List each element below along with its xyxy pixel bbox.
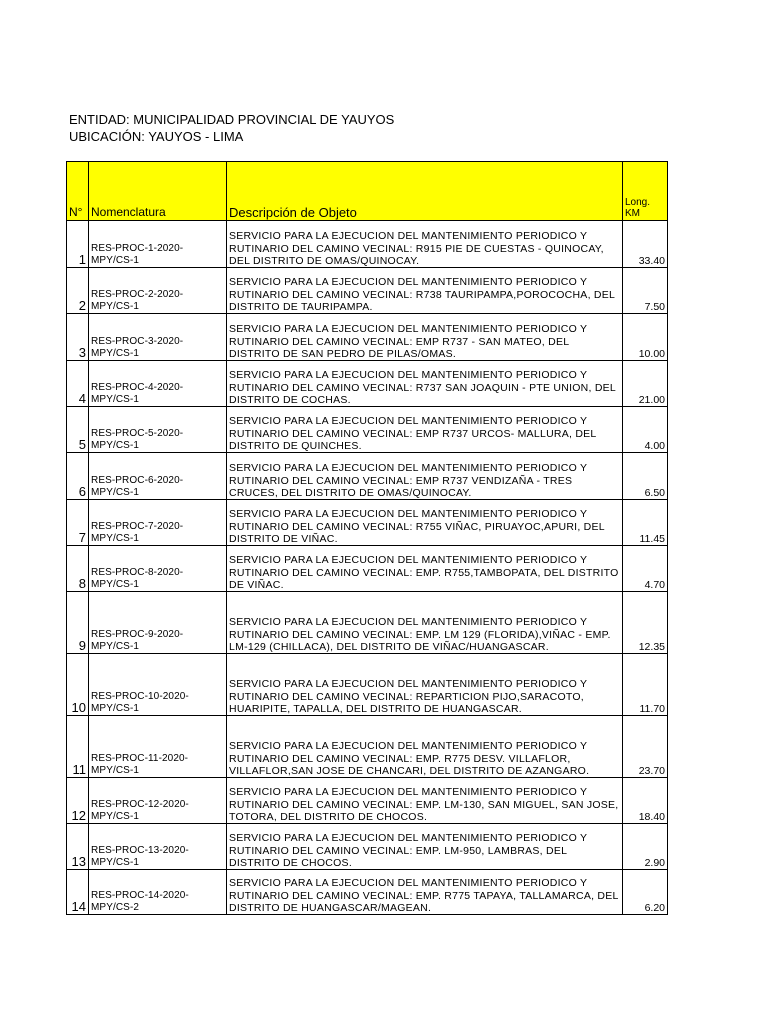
row-nomenclatura: RES-PROC-13-2020-MPY/CS-1 xyxy=(89,824,227,870)
row-nomenclatura: RES-PROC-12-2020-MPY/CS-1 xyxy=(89,778,227,824)
ubicacion-line: UBICACIÓN: YAUYOS - LIMA xyxy=(69,129,244,144)
row-longitud: 12.35 xyxy=(623,592,668,654)
row-num: 1 xyxy=(67,221,89,268)
row-longitud: 21.00 xyxy=(623,361,668,407)
row-nomenclatura: RES-PROC-7-2020-MPY/CS-1 xyxy=(89,500,227,546)
row-descripcion: SERVICIO PARA LA EJECUCION DEL MANTENIMIENTO PERIODICO Y RUTINARIO DEL CAMINO VECINAL: EMP R737 - SAN MATEO, DEL DISTRITO DE SAN PEDRO DE PILAS/OMAS. xyxy=(227,314,623,361)
row-num: 12 xyxy=(67,778,89,824)
row-num: 13 xyxy=(67,824,89,870)
header-nomenclatura: Nomenclatura xyxy=(89,162,227,221)
row-nomenclatura: RES-PROC-2-2020-MPY/CS-1 xyxy=(89,268,227,314)
header-num: N° xyxy=(67,162,89,221)
header-descripcion: Descripción de Objeto xyxy=(227,162,623,221)
row-num: 5 xyxy=(67,407,89,453)
table-row xyxy=(67,778,668,824)
table-row xyxy=(67,870,668,915)
document-header xyxy=(69,111,394,145)
row-longitud: 4.00 xyxy=(623,407,668,453)
table-header-row xyxy=(67,162,668,221)
table-row xyxy=(67,716,668,778)
row-nomenclatura: RES-PROC-5-2020-MPY/CS-1 xyxy=(89,407,227,453)
row-num: 9 xyxy=(67,592,89,654)
row-descripcion: SERVICIO PARA LA EJECUCION DEL MANTENIMIENTO PERIODICO Y RUTINARIO DEL CAMINO VECINAL: R737 SAN JOAQUIN - PTE UNION, DEL DISTRITO DE COCHAS. xyxy=(227,361,623,407)
row-descripcion: SERVICIO PARA LA EJECUCION DEL MANTENIMIENTO PERIODICO Y RUTINARIO DEL CAMINO VECINAL: REPARTICION PIJO,SARACOTO, HUARIPITE, TAPALLA, DEL DISTRITO DE HUANGASCAR. xyxy=(227,654,623,716)
row-descripcion: SERVICIO PARA LA EJECUCION DEL MANTENIMIENTO PERIODICO Y RUTINARIO DEL CAMINO VECINAL: R738 TAURIPAMPA,POROCOCHA, DEL DISTRITO DE TAURIPAMPA. xyxy=(227,268,623,314)
table-row xyxy=(67,654,668,716)
table-row xyxy=(67,221,668,268)
row-longitud: 11.70 xyxy=(623,654,668,716)
table-row xyxy=(67,453,668,500)
table-row xyxy=(67,592,668,654)
table-row xyxy=(67,314,668,361)
row-longitud: 23.70 xyxy=(623,716,668,778)
row-longitud: 10.00 xyxy=(623,314,668,361)
row-longitud: 2.90 xyxy=(623,824,668,870)
procesos-table xyxy=(66,161,668,915)
row-descripcion: SERVICIO PARA LA EJECUCION DEL MANTENIMIENTO PERIODICO Y RUTINARIO DEL CAMINO VECINAL: EMP R737 URCOS- MALLURA, DEL DISTRITO DE QUINCHES. xyxy=(227,407,623,453)
table-row xyxy=(67,407,668,453)
row-longitud: 7.50 xyxy=(623,268,668,314)
row-nomenclatura: RES-PROC-10-2020-MPY/CS-1 xyxy=(89,654,227,716)
row-longitud: 6.50 xyxy=(623,453,668,500)
row-descripcion: SERVICIO PARA LA EJECUCION DEL MANTENIMIENTO PERIODICO Y RUTINARIO DEL CAMINO VECINAL: R915 PIE DE CUESTAS - QUINOCAY, DEL DISTRITO DE OMAS/QUINOCAY. xyxy=(227,221,623,268)
row-longitud: 33.40 xyxy=(623,221,668,268)
row-nomenclatura: RES-PROC-6-2020-MPY/CS-1 xyxy=(89,453,227,500)
row-num: 6 xyxy=(67,453,89,500)
row-nomenclatura: RES-PROC-11-2020-MPY/CS-1 xyxy=(89,716,227,778)
row-descripcion: SERVICIO PARA LA EJECUCION DEL MANTENIMIENTO PERIODICO Y RUTINARIO DEL CAMINO VECINAL: EMP. LM-130, SAN MIGUEL, SAN JOSE, TOTORA, DEL DISTRITO DE CHOCOS. xyxy=(227,778,623,824)
table-row xyxy=(67,824,668,870)
row-descripcion: SERVICIO PARA LA EJECUCION DEL MANTENIMIENTO PERIODICO Y RUTINARIO DEL CAMINO VECINAL: R755 VIÑAC, PIRUAYOC,APURI, DEL DISTRITO DE VIÑAC. xyxy=(227,500,623,546)
row-num: 3 xyxy=(67,314,89,361)
row-num: 2 xyxy=(67,268,89,314)
row-descripcion: SERVICIO PARA LA EJECUCION DEL MANTENIMIENTO PERIODICO Y RUTINARIO DEL CAMINO VECINAL: EMP. R775 TAPAYA, TALLAMARCA, DEL DISTRITO DE HUANGASCAR/MAGEAN. xyxy=(227,870,623,915)
row-num: 8 xyxy=(67,546,89,592)
row-nomenclatura: RES-PROC-8-2020-MPY/CS-1 xyxy=(89,546,227,592)
header-longitud: Long. KM xyxy=(623,162,668,221)
table-row xyxy=(67,546,668,592)
row-num: 10 xyxy=(67,654,89,716)
row-descripcion: SERVICIO PARA LA EJECUCION DEL MANTENIMIENTO PERIODICO Y RUTINARIO DEL CAMINO VECINAL: EMP R737 VENDIZAÑA - TRES CRUCES, DEL DISTRITO DE OMAS/QUINOCAY. xyxy=(227,453,623,500)
table-row xyxy=(67,268,668,314)
row-nomenclatura: RES-PROC-1-2020-MPY/CS-1 xyxy=(89,221,227,268)
row-descripcion: SERVICIO PARA LA EJECUCION DEL MANTENIMIENTO PERIODICO Y RUTINARIO DEL CAMINO VECINAL: EMP. R755,TAMBOPATA, DEL DISTRITO DE VIÑAC. xyxy=(227,546,623,592)
row-num: 7 xyxy=(67,500,89,546)
row-nomenclatura: RES-PROC-14-2020-MPY/CS-2 xyxy=(89,870,227,915)
table-row xyxy=(67,500,668,546)
row-longitud: 11.45 xyxy=(623,500,668,546)
row-longitud: 4.70 xyxy=(623,546,668,592)
row-nomenclatura: RES-PROC-4-2020-MPY/CS-1 xyxy=(89,361,227,407)
row-nomenclatura: RES-PROC-9-2020-MPY/CS-1 xyxy=(89,592,227,654)
row-descripcion: SERVICIO PARA LA EJECUCION DEL MANTENIMIENTO PERIODICO Y RUTINARIO DEL CAMINO VECINAL: EMP. LM 129 (FLORIDA),VIÑAC - EMP. LM-129 (CHILLACA), DEL DISTRITO DE VIÑAC/HUANGASCAR. xyxy=(227,592,623,654)
row-num: 14 xyxy=(67,870,89,915)
row-longitud: 6.20 xyxy=(623,870,668,915)
row-longitud: 18.40 xyxy=(623,778,668,824)
row-descripcion: SERVICIO PARA LA EJECUCION DEL MANTENIMIENTO PERIODICO Y RUTINARIO DEL CAMINO VECINAL: EMP. LM-950, LAMBRAS, DEL DISTRITO DE CHOCOS. xyxy=(227,824,623,870)
row-descripcion: SERVICIO PARA LA EJECUCION DEL MANTENIMIENTO PERIODICO Y RUTINARIO DEL CAMINO VECINAL: EMP. R775 DESV. VILLAFLOR, VILLAFLOR,SAN JOSE DE CHANCARI, DEL DISTRITO DE AZANGARO. xyxy=(227,716,623,778)
table-body xyxy=(67,221,668,915)
row-nomenclatura: RES-PROC-3-2020-MPY/CS-1 xyxy=(89,314,227,361)
row-num: 4 xyxy=(67,361,89,407)
row-num: 11 xyxy=(67,716,89,778)
table-row xyxy=(67,361,668,407)
entidad-line: ENTIDAD: MUNICIPALIDAD PROVINCIAL DE YAUYOS xyxy=(69,112,395,127)
